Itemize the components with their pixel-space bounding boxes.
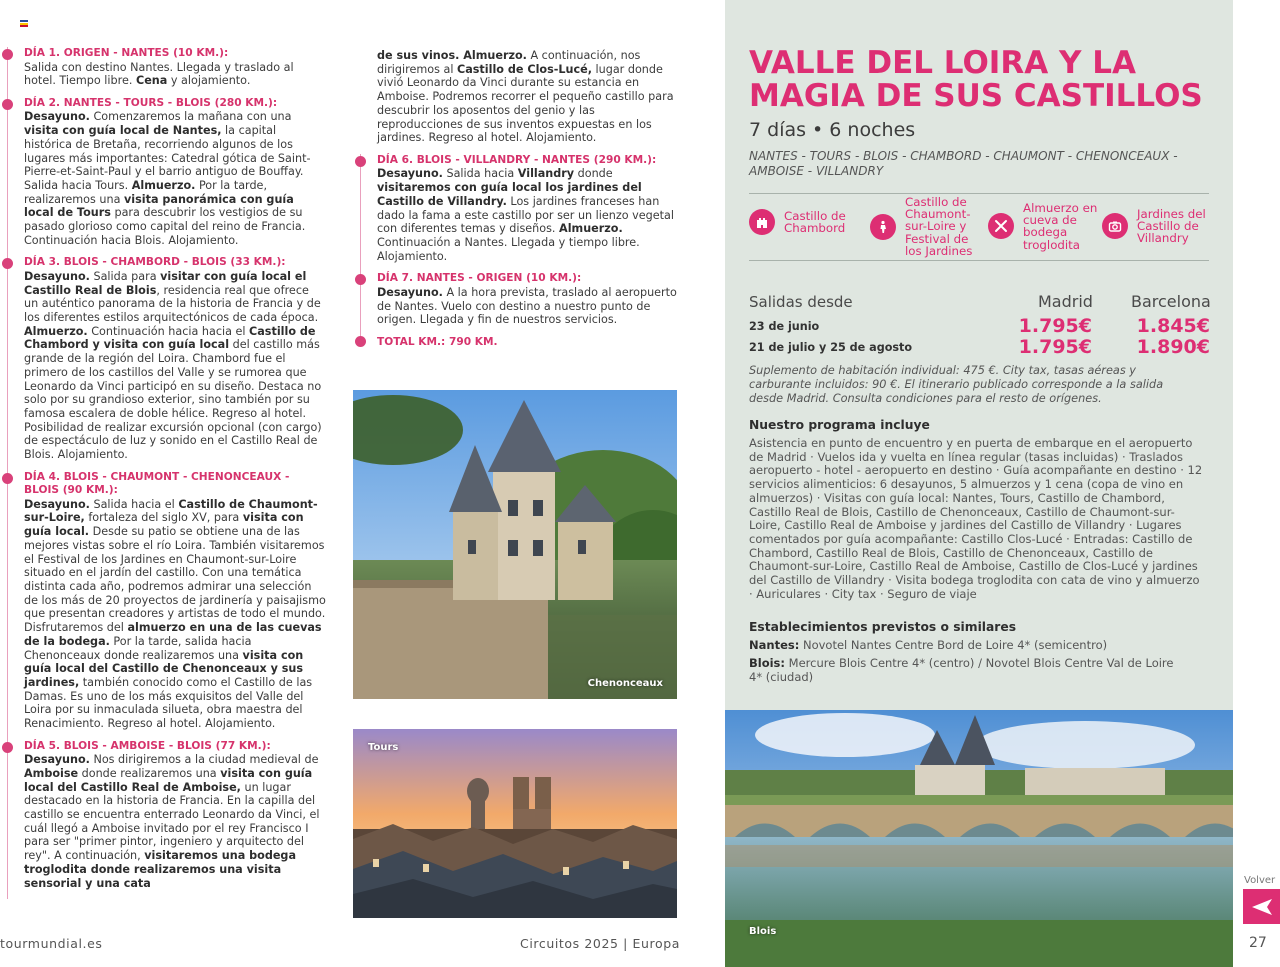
blois-photo [725,710,1233,967]
timeline-line [360,154,361,340]
price-barcelona: 1.890€ [1136,336,1210,358]
itinerary-column-1 [24,47,326,899]
day-title: DÍA 1. ORIGEN - NANTES (10 KM.): [24,47,229,59]
day-text: de sus vinos. Almuerzo. A continuación, nos dirigiremos al Castillo de Clos-Lucé, lugar donde vivió Leonardo da Vinci durante su estancia en Amboise. Podremos recorrer el pequeño castillo para descubrir los aposentos del genio y las reproducciones de sus inventos expuestas en los jardines. Regreso al hotel. Alojamiento. [377,49,674,145]
day-text: Desayuno. A la hora prevista, traslado al aeropuerto de Nantes. Vuelo con destino a nuestro punto de origen. Llegada y fin de nuestros servicios. [377,285,677,327]
highlight-label: Almuerzo en cueva de bodega troglodita [1023,201,1098,252]
timeline-dot [355,336,366,347]
trip-duration: 7 días • 6 noches [749,119,916,141]
photo-caption: Tours [368,742,399,753]
blois-bridge-illustration [725,710,1233,967]
divider [749,260,1209,261]
included-text: Asistencia en punto de encuentro y en puerta de embarque en el aeropuerto de Madrid · Vuelos ida y vuelta en línea regular (tasas incluidas) · Traslados aeropuerto - hotel - aeropuerto en destino · Guía acompañante en destino · 12 servicios alimenticios: 6 desayunos, 5 almuerzos y 1 cena (copa de vino en almuerzos) · Visitas con guía local: Nantes, Tours, Castillo de Chambord, Castillo Real de Blois, Castillo de Chenonceaux, Castillo de Chaumont-sur-Loire, Castillo Real de Amboise y jardines del Castillo de Villandry · Lugares comentados por guía acompañante: Castillo Clos-Lucé · Entradas: Castillo de Chambord, Castillo Real de Blois, Castillo de Chenonceaux, Castillo de Chaumont-sur-Loire, Castillo Real de Amboise, Castillo de Clos-Lucé y jardines del Castillo de Villandry · Visita bodega troglodita con cata de vino y almuerzo · Auriculares · City tax · Seguro de viaje [749,436,1203,601]
camera-icon [1102,213,1128,239]
day-text: Desayuno. Salida hacia el Castillo de Chaumont-sur-Loire, fortaleza del siglo XV, para visita con guía local. Desde su patio se obtiene una de las mejores vistas sobre el río Loira. También visitaremos el Festival de los Jardines en Chaumont-sur-Loire situado en el jardín del castillo. Con una temática distinta cada año, podremos admirar una selección de los más de 20 proyectos de jardinería y paisajismo que presentan creadores y artistas de todo el mundo. Disfrutaremos del almuerzo en una de las cuevas de la bodega. Por la tarde, salida hacia Chenonceaux donde realizaremos una visita con guía local del Castillo de Chenonceaux y sus jardines, también conocido como el Castillo de las Damas. Es uno de los más exquisitos del Valle del Loira por su inmaculada silueta, obra maestra del Renacimiento. Regreso al hotel. Alojamiento. [24,497,326,731]
day-title: DÍA 4. BLOIS - CHAUMONT - CHENONCEAUX - BLOIS (90 KM.): [24,470,290,497]
tours-photo [353,729,677,918]
day-title: DÍA 6. BLOIS - VILLANDRY - NANTES (290 KM.): [377,153,657,166]
included-title: Nuestro programa incluye [749,418,930,432]
hotel-blois: Blois: Mercure Blois Centre 4* (centro) / Novotel Blois Centre Val de Loire 4* (ciudad) [749,656,1174,684]
day-3 [24,256,326,461]
photo-caption: Chenonceaux [587,678,663,689]
day-text: Desayuno. Salida hacia Villandry donde visitaremos con guía local los jardines del Castillo de Villandry. Los jardines franceses han dado la fama a este castillo por ser un lienzo vegetal con diferentes temas y diseños. Almuerzo. Continuación a Nantes. Llegada y tiempo libre. Alojamiento. [377,167,674,263]
utensils-icon [988,213,1014,239]
footer-website[interactable]: tourmundial.es [0,936,103,951]
highlight-label: Castillo de Chaumont-sur-Loire y Festival de los Jardines [905,195,973,258]
price-barcelona: 1.845€ [1136,315,1210,337]
footer-section: Circuitos 2025 | Europa [520,936,681,951]
day-1 [24,47,326,88]
timeline-dot [2,258,13,269]
day-4 [24,471,326,731]
day-title: DÍA 5. BLOIS - AMBOISE - BLOIS (77 KM.): [24,739,271,752]
timeline-dot [2,99,13,110]
price-madrid: 1.795€ [1018,315,1092,337]
divider [749,193,1209,194]
hiker-icon [870,214,896,240]
day-5-continued [377,49,679,145]
highlight-label: Castillo de Chambord [784,208,846,235]
day-title: DÍA 7. NANTES - ORIGEN (10 KM.): [377,272,582,285]
prices-col-madrid: Madrid [1038,292,1093,311]
hotel-nantes: Nantes: Novotel Nantes Centre Bord de Loire 4* (semicentro) [749,638,1108,652]
day-text: Desayuno. Comenzaremos la mañana con una visita con guía local de Nantes, la capital histórica de Bretaña, recorriendo algunos de los lugares más importantes: Catedral gótica de Saint-Pierre-et-Saint-Paul y el barrio antiguo de Bouffay. Salida hacia Tours. Almuerzo. Por la tarde, realizaremos una visita panorámica con guía local de Tours para descubrir los vestigios de su pasado glorioso como capital del reino de Francia. Continuación hacia Blois. Alojamiento. [24,110,311,247]
prices-header: Salidas desde [749,293,853,311]
timeline-dot [355,156,366,167]
departure-date: 23 de junio [749,320,820,333]
page-title: VALLE DEL LOIRA Y LA MAGIA DE SUS CASTILLOS [749,45,1203,114]
timeline-dot [2,49,13,60]
day-title: DÍA 2. NANTES - TOURS - BLOIS (280 KM.): [24,96,278,109]
timeline-dot [2,473,13,484]
back-arrow-icon [1251,898,1273,916]
day-title: DÍA 3. BLOIS - CHAMBORD - BLOIS (33 KM.): [24,256,286,269]
highlight-bodega [988,202,1103,251]
back-label: Volver [1244,875,1276,886]
day-7 [377,272,679,327]
chenonceaux-castle-illustration [353,390,677,699]
day-5 [24,740,326,891]
day-text: Salida con destino Nantes. Llegada y traslado al hotel. Tiempo libre. Cena y alojamiento. [24,60,294,88]
day-2 [24,97,326,248]
establishments-title: Establecimientos previstos o similares [749,620,1017,634]
photo-caption: Blois [749,926,777,937]
castle-icon [749,209,775,235]
spain-flag-icon [20,20,28,27]
total-km: TOTAL KM.: 790 KM. [377,336,679,350]
itinerary-column-2 [377,49,679,350]
back-button[interactable] [1243,889,1280,924]
prices-col-barcelona: Barcelona [1131,292,1211,311]
timeline-dot [355,274,366,285]
day-text: Desayuno. Nos dirigiremos a la ciudad medieval de Amboise donde realizaremos una visita con guía local del Castillo Real de Amboise, un lugar destacado en la historia de Francia. En la capilla del castillo se encuentra enterrado Leonardo da Vinci, el cuál llegó a Amboise invitado por el rey Francisco I para ser "primer pintor, ingeniero y arquitecto del rey". A continuación, visitaremos una bodega troglodita donde realizaremos una visita sensorial y una cata [24,753,320,890]
price-madrid: 1.795€ [1018,336,1092,358]
supplement-note: Suplemento de habitación individual: 475 €. City tax, tasas aéreas y carburante incluidos: 90 €. El itinerario publicado corresponde a la salida desde Madrid. Consulta condiciones para el resto de orígenes. [749,364,1164,405]
day-text: Desayuno. Salida para visitar con guía local el Castillo Real de Blois, residencia real que ofrece un auténtico panorama de la historia de Francia y de los diferentes estilos arquitectónicos de cada época. Almuerzo. Continuación hacia hacia el Castillo de Chambord y visita con guía local del castillo más grande de la región del Loira. Chambord fue el primero de los castillos del Valle y se rumorea que Leonardo da Vinci participó en su diseño. Destaca no solo por su grandioso exterior, sino también por su famosa escalera de doble hélice. Regreso al hotel. Posibilidad de realizar excursión opcional (con cargo) de espectáculo de luz y sonido en el Castillo Real de Blois. Alojamiento. [24,269,322,462]
highlight-label: Jardines del Castillo de Villandry [1137,207,1206,246]
highlight-villandry [1102,208,1217,245]
chenonceaux-photo [353,390,677,699]
highlight-chaumont [870,196,985,257]
day-6 [377,154,679,263]
departure-date: 21 de julio y 25 de agosto [749,341,913,354]
timeline-dot [2,742,13,753]
highlight-chambord [749,209,864,235]
tours-cityscape-illustration [353,729,677,918]
page-number: 27 [1249,935,1267,951]
trip-route: NANTES - TOURS - BLOIS - CHAMBORD - CHAUMONT - CHENONCEAUX - AMBOISE - VILLANDRY [749,149,1178,178]
